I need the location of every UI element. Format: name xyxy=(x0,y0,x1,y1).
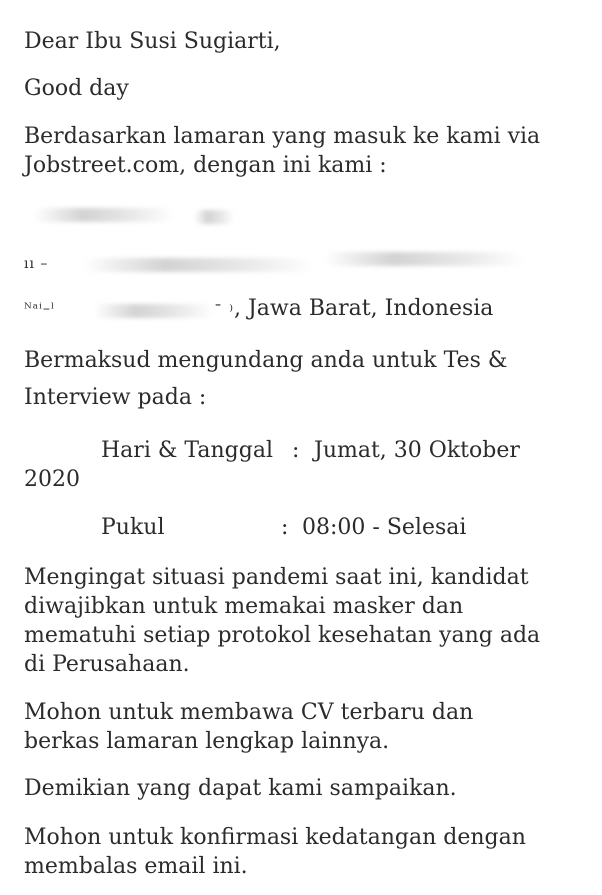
invite-line-2: Interview pada : xyxy=(24,385,207,410)
date-value-wrap: 2020 xyxy=(24,467,80,492)
time-separator: : xyxy=(281,515,289,540)
redacted-smudge xyxy=(324,252,524,266)
confirm-line-2: membalas email ini. xyxy=(24,854,248,879)
date-separator: : xyxy=(292,438,300,463)
covid-line-3: mematuhi setiap protokol kesehatan yang ada xyxy=(24,623,541,648)
redacted-smudge xyxy=(194,210,234,224)
redacted-fragment: ᴺᵃⁱ–ˡ xyxy=(24,301,56,317)
closing-line: Demikian yang dapat kami sampaikan. xyxy=(24,776,457,801)
time-value: 08:00 - Selesai xyxy=(302,515,467,540)
date-value: Jumat, 30 Oktober xyxy=(314,438,520,463)
address-visible: , Jawa Barat, Indonesia xyxy=(234,296,494,321)
covid-line-2: diwajibkan untuk memakai masker dan xyxy=(24,594,464,619)
cv-line-2: berkas lamaran lengkap lainnya. xyxy=(24,729,390,754)
covid-line-1: Mengingat situasi pandemi saat ini, kandidat xyxy=(24,565,529,590)
redacted-fragment: ıı – xyxy=(24,256,49,272)
salutation: Good day xyxy=(24,76,129,101)
invite-line-1: Bermaksud mengundang anda untuk Tes & xyxy=(24,348,508,373)
redacted-smudge xyxy=(34,208,174,222)
redacted-smudge xyxy=(94,304,214,318)
redacted-fragment: ˉ ⁾ xyxy=(214,301,235,320)
covid-line-4: di Perusahaan. xyxy=(24,652,190,677)
redacted-smudge xyxy=(84,258,314,272)
date-label: Hari & Tanggal xyxy=(101,438,273,463)
time-label: Pukul xyxy=(101,515,165,540)
greeting: Dear Ibu Susi Sugiarti, xyxy=(24,29,281,54)
intro-line-1: Berdasarkan lamaran yang masuk ke kami via xyxy=(24,124,541,149)
intro-line-2: Jobstreet.com, dengan ini kami : xyxy=(24,153,387,178)
confirm-line-1: Mohon untuk konfirmasi kedatangan dengan xyxy=(24,825,526,850)
cv-line-1: Mohon untuk membawa CV terbaru dan xyxy=(24,700,474,725)
